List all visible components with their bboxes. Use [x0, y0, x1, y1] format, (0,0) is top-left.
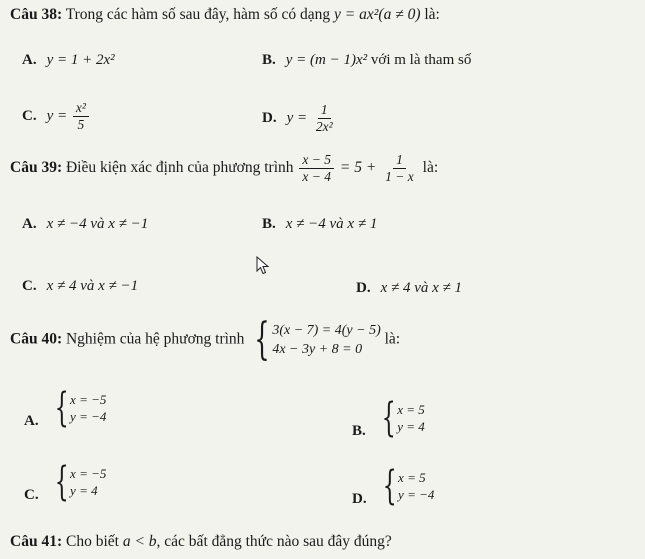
option-b[interactable] [352, 395, 425, 441]
option-c[interactable] [22, 100, 91, 133]
system-eq1: x = −5 [70, 466, 107, 481]
option-label: B. [262, 216, 276, 232]
fraction-den: 1 − x [385, 169, 414, 184]
fraction [313, 102, 336, 135]
fraction [299, 152, 334, 185]
option-label: D. [356, 280, 371, 296]
option-label: D. [352, 491, 367, 508]
option-b[interactable] [262, 216, 377, 233]
system-eq2: y = 4 [397, 419, 425, 434]
question-tail: , các bất đẳng thức nào sau đây đúng? [156, 533, 392, 550]
question-40 [10, 314, 401, 365]
equation-system [49, 385, 107, 431]
question-41 [10, 533, 392, 551]
option-label: C. [24, 487, 39, 504]
question-38 [10, 6, 440, 24]
system-eq1: x = −5 [70, 392, 107, 407]
fraction-num: x² [73, 100, 89, 117]
fraction-den: x − 4 [302, 169, 331, 184]
system-lines [70, 391, 106, 425]
system-eq2: y = −4 [398, 487, 435, 502]
fraction-num: x − 5 [299, 152, 334, 169]
option-label: A. [22, 52, 37, 68]
equation-system [377, 463, 435, 509]
question-formula: y = ax²(a ≠ 0) [334, 6, 421, 23]
option-expr: x ≠ −4 và x ≠ 1 [285, 216, 378, 232]
system-eq2: 4x − 3y + 8 = 0 [272, 342, 363, 357]
mouse-cursor-icon [256, 256, 272, 276]
question-tail: là: [420, 6, 440, 23]
question-tail: là: [418, 159, 439, 177]
option-a[interactable] [22, 216, 148, 233]
option-c[interactable] [22, 278, 138, 295]
equation-system [248, 314, 381, 365]
question-39 [10, 152, 438, 185]
fraction-den: 5 [77, 117, 85, 132]
system-lines [398, 469, 434, 503]
option-lhs: y = [46, 107, 71, 124]
question-number: Câu 39: [10, 159, 63, 177]
option-label: A. [24, 413, 39, 430]
option-d[interactable] [356, 280, 462, 297]
option-expr: x ≠ −4 và x ≠ −1 [46, 216, 149, 232]
option-d[interactable] [262, 102, 338, 135]
option-b[interactable] [262, 52, 471, 69]
option-a[interactable] [22, 52, 115, 69]
equation-middle: = 5 + [335, 159, 381, 177]
option-label: C. [22, 278, 37, 294]
question-tail: là: [380, 330, 401, 348]
question-text: Trong các hàm số sau đây, hàm số có dạng [62, 6, 335, 23]
option-label: B. [262, 52, 276, 68]
fraction-num: 1 [318, 102, 331, 119]
fraction [73, 100, 89, 133]
equation-system [49, 459, 107, 505]
option-tail: với m là tham số [367, 52, 472, 68]
question-text: Cho biết [62, 533, 123, 550]
option-label: D. [262, 109, 277, 126]
system-eq1: x = 5 [398, 470, 426, 485]
system-lines [272, 321, 380, 359]
system-eq1: 3(x − 7) = 4(y − 5) [272, 323, 381, 338]
question-number: Câu 40: [10, 330, 63, 348]
question-text: Nghiệm của hệ phương trình [62, 330, 249, 348]
option-c[interactable] [24, 459, 107, 505]
option-label: C. [22, 107, 37, 124]
system-eq2: y = −4 [70, 409, 107, 424]
fraction-num: 1 [393, 152, 406, 169]
fraction-den: 2x² [315, 119, 333, 134]
brace-icon: { [381, 395, 396, 441]
option-expr: y = 1 + 2x² [46, 52, 115, 68]
question-number: Câu 38: [10, 6, 63, 23]
question-text: Điều kiện xác định của phương trình [62, 159, 298, 177]
option-expr: x ≠ 4 và x ≠ 1 [380, 280, 463, 296]
option-expr: x ≠ 4 và x ≠ −1 [46, 278, 139, 294]
brace-icon: { [54, 385, 69, 431]
fraction [382, 152, 417, 185]
brace-icon: { [382, 463, 397, 509]
option-label: A. [22, 216, 37, 232]
system-eq1: x = 5 [397, 402, 425, 417]
option-a[interactable] [24, 385, 107, 431]
system-eq2: y = 4 [70, 483, 98, 498]
system-lines [70, 465, 106, 499]
option-lhs: y = [286, 109, 311, 126]
option-d[interactable] [352, 463, 435, 509]
system-lines [397, 401, 425, 435]
brace-icon: { [254, 314, 271, 365]
question-number: Câu 41: [10, 533, 63, 550]
equation-system [376, 395, 425, 441]
brace-icon: { [54, 459, 69, 505]
question-condition: a < b [122, 533, 157, 550]
option-expr: y = (m − 1)x² [285, 52, 368, 68]
option-label: B. [352, 423, 366, 440]
